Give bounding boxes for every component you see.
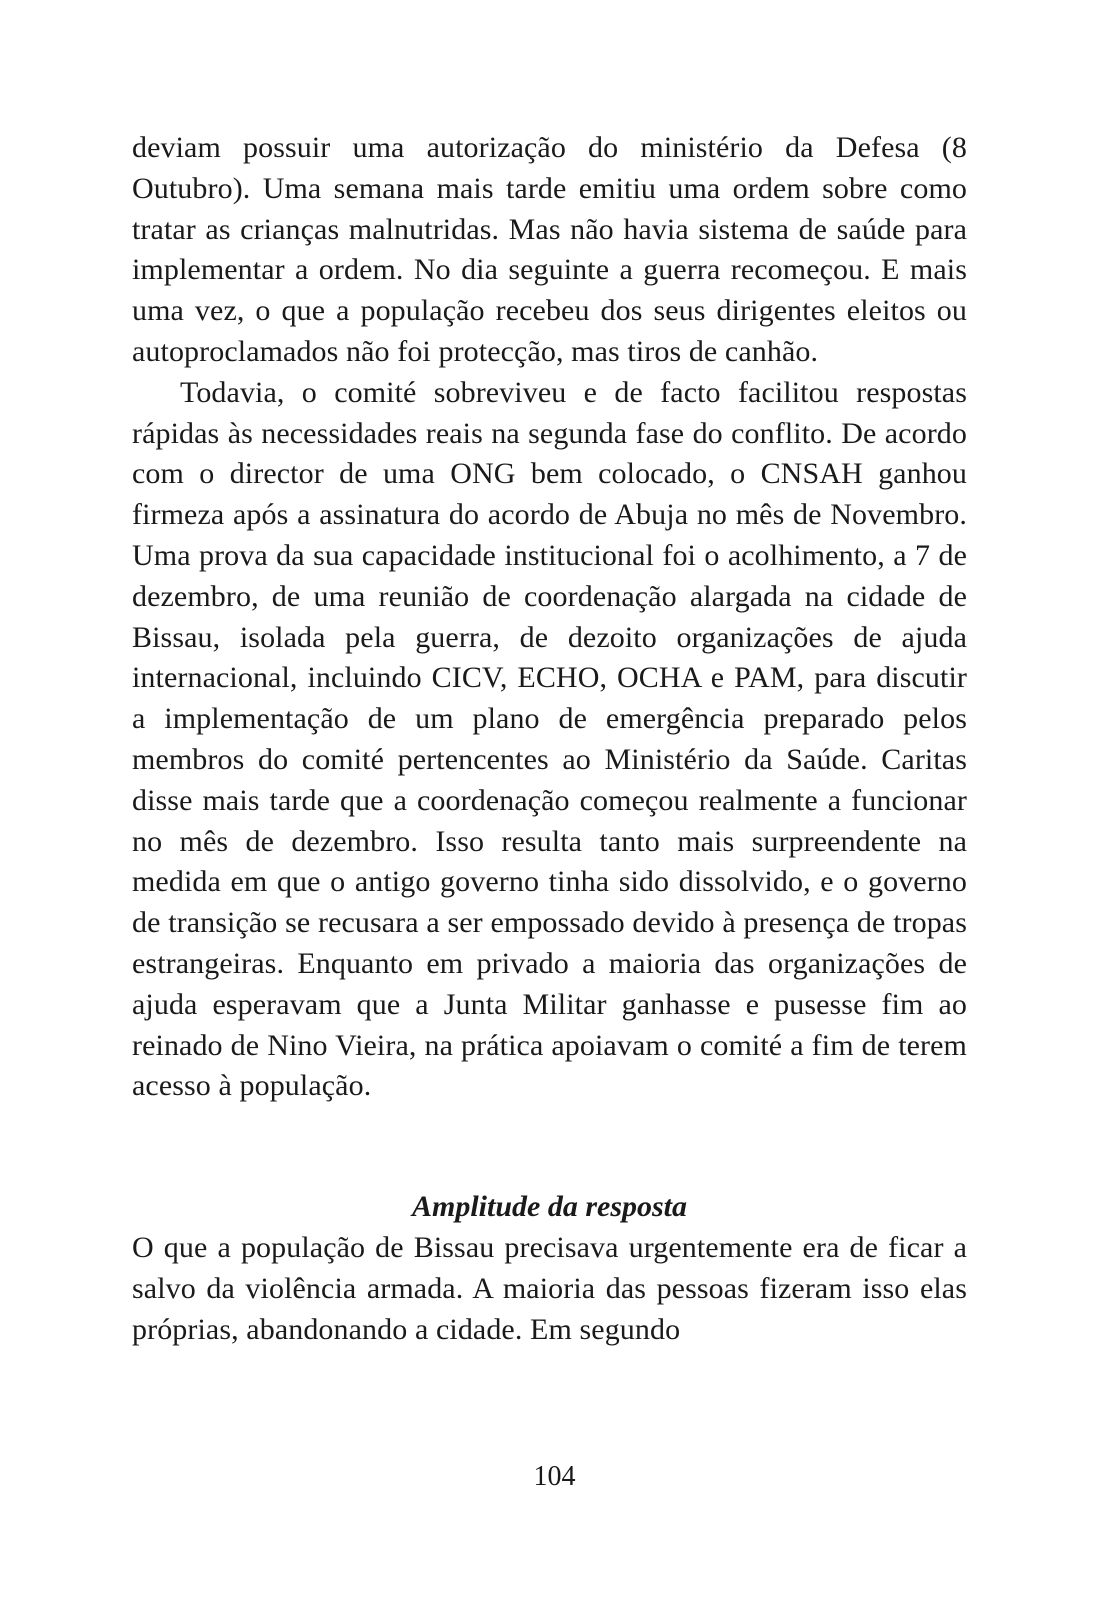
paragraph-committee: Todavia, o comité sobreviveu e de facto facilitou respostas rápidas às necessidades reais na segunda fase do conflito. De acordo com o director de uma ONG bem colocado, o CNSAH ganhou firmeza após a assinatura do acordo de Abuja no mês de Novembro. Uma prova da sua capacidade institucional foi o acolhimento, a 7 de dezembro, de uma reunião de coordenação alargada na cidade de Bissau, isolada pela guerra, de dezoito organizações de ajuda internacional, incluindo CICV, ECHO, OCHA e PAM, para discutir a implementação de um plano de emergência preparado pelos membros do comité pertencentes ao Ministério da Saúde. Caritas disse mais tarde que a coordenação começou realmente a funcionar no mês de dezembro. Isso resulta tanto mais surpreendente na medida em que o antigo governo tinha sido dissolvido, e o governo de transição se recusara a ser empossado devido à presença de tropas estrangeiras. Enquanto em privado a maioria das organizações de ajuda esperavam que a Junta Militar ganhasse e pusesse fim ao reinado de Nino Vieira, na prática apoiavam o comité a fim de terem acesso à população. (132, 375, 967, 1103)
page-number: 104 (533, 1461, 576, 1492)
body-text (132, 128, 967, 1350)
section-heading: Amplitude da resposta (411, 1190, 688, 1224)
paragraph-section-start: O que a população de Bissau precisava urgentemente era de ficar a salvo da violência armada. A maioria das pessoas fizeram isso elas próprias, abandonando a cidade. Em segundo (132, 1230, 967, 1346)
paragraph-continuation: deviam possuir uma autorização do ministério da Defesa (8 Outubro). Uma semana mais tarde emitiu uma ordem sobre como tratar as crianças malnutridas. Mas não havia sistema de saúde para implementar a ordem. No dia seguinte a guerra recomeçou. E mais uma vez, o que a população recebeu dos seus dirigentes eleitos ou autoproclamados não foi protecção, mas tiros de canhão. (132, 131, 967, 368)
